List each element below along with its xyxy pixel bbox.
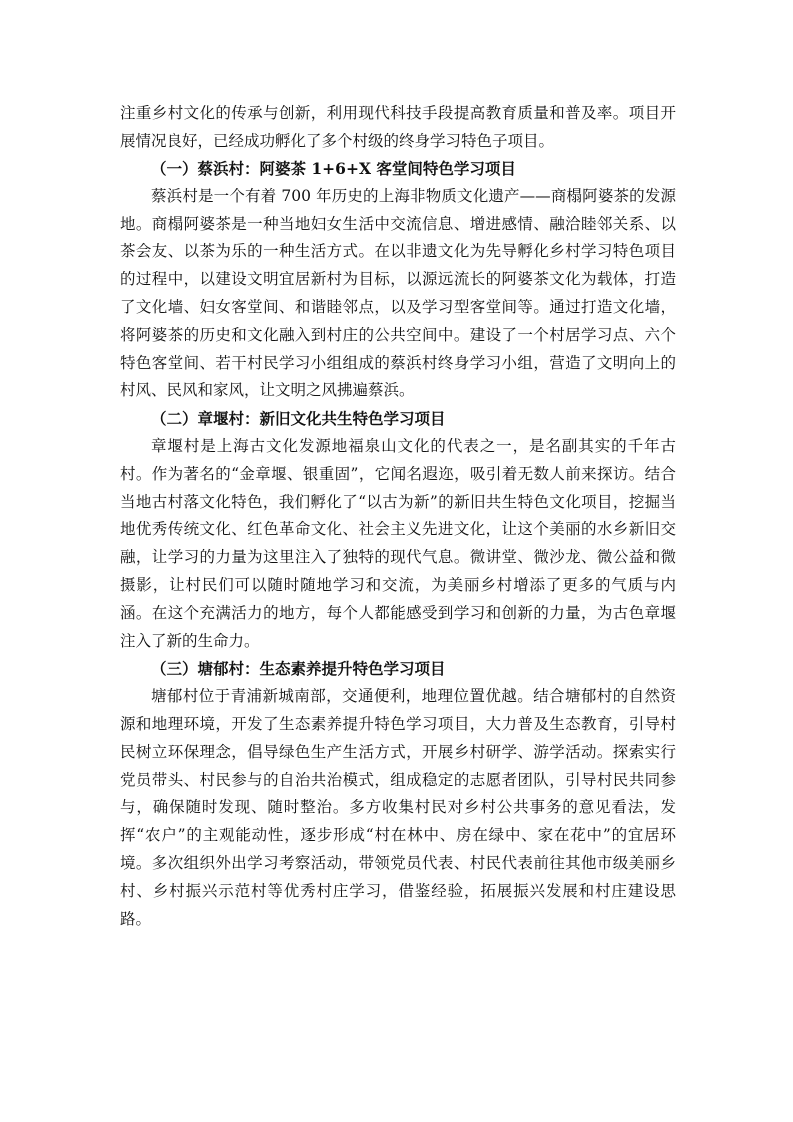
intro-paragraph: 注重乡村文化的传承与创新，利用现代科技手段提高教育质量和普及率。项目开展情况良好，已经成功孵化了多个村级的终身学习特色子项目。 [120, 104, 676, 150]
document-sections [120, 155, 676, 933]
section-heading: （二）章堰村：新旧文化共生特色学习项目 [151, 409, 446, 429]
document-body [120, 100, 676, 156]
section-tangyu [120, 655, 676, 933]
section-paragraph: 塘郁村位于青浦新城南部，交通便利，地理位置优越。结合塘郁村的自然资源和地理环境，开发了生态素养提升特色学习项目，大力普及生态教育，引导村民树立环保理念，倡导绿色生产生活方式，开展乡村研学、游学活动。探索实行党员带头、村民参与的自治共治模式，组成稳定的志愿者团队，引导村民共同参与，确保随时发现、随时整治。多方收集村民对乡村公共事务的意见看法，发挥“农户”的主观能动性，逐步形成“村在林中、房在绿中、家在花中”的宜居环境。多次组织外出学习考察活动，带领党员代表、村民代表前往其他市级美丽乡村、乡村振兴示范村等优秀村庄学习，借鉴经验，拓展振兴发展和村庄建设思路。 [120, 687, 676, 928]
section-heading: （三）塘郁村：生态素养提升特色学习项目 [151, 659, 446, 679]
section-zhangyan [120, 405, 676, 655]
section-caibang [120, 155, 676, 405]
section-paragraph: 蔡浜村是一个有着 700 年历史的上海非物质文化遗产——商榻阿婆茶的发源地。商榻阿婆茶是一种当地妇女生活中交流信息、增进感情、融洽睦邻关系、以茶会友、以茶为乐的一种生活方式。在以非遗文化为先导孵化乡村学习特色项目的过程中，以建设文明宜居新村为目标，以源远流长的阿婆茶文化为载体，打造了文化墙、妇女客堂间、和谐睦邻点，以及学习型客堂间等。通过打造文化墙，将阿婆茶的历史和文化融入到村庄的公共空间中。建设了一个村居学习点、六个特色客堂间、若干村民学习小组组成的蔡浜村终身学习小组，营造了文明向上的村风、民风和家风，让文明之风拂遍蔡浜。 [120, 186, 676, 400]
section-paragraph: 章堰村是上海古文化发源地福泉山文化的代表之一，是名副其实的千年古村。作为著名的“金章堰、银重固”，它闻名遐迩，吸引着无数人前来探访。结合当地古村落文化特色，我们孵化了“以古为新”的新旧共生特色文化项目，挖掘当地优秀传统文化、红色革命文化、社会主义先进文化，让这个美丽的水乡新旧交融，让学习的力量为这里注入了独特的现代气息。微讲堂、微沙龙、微公益和微摄影，让村民们可以随时随地学习和交流，为美丽乡村增添了更多的气质与内涵。在这个充满活力的地方，每个人都能感受到学习和创新的力量，为古色章堰注入了新的生命力。 [120, 436, 676, 650]
section-heading: （一）蔡浜村：阿婆茶 1+6+X 客堂间特色学习项目 [151, 159, 516, 178]
